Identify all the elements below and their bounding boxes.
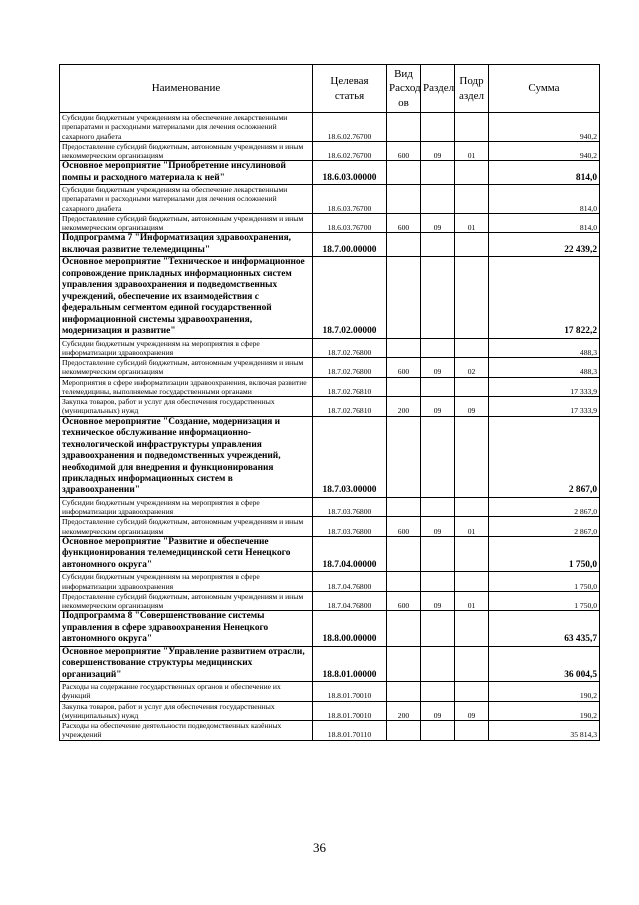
cell-subsection — [455, 536, 489, 571]
cell-subsection: 01 — [455, 517, 489, 537]
cell-target-article: 18.7.04.76800 — [313, 572, 387, 592]
table-row — [60, 358, 600, 378]
cell-name: Основное мероприятие "Техническое и информационное сопровождение прикладных информационных систем управления здравоохранения и подведомственных учреждений, обеспечение их взаимодействия с федеральным сегментом единой государственной информационной системы здравоохранения, модернизация и развитие" — [60, 257, 313, 338]
cell-sum: 35 814,3 — [489, 721, 600, 741]
cell-name: Расходы на обеспечение деятельности подведомственных казённых учреждений — [60, 721, 313, 741]
cell-subsection: 01 — [455, 213, 489, 233]
cell-section — [421, 721, 455, 741]
cell-name: Закупка товаров, работ и услуг для обеспечения государственных (муниципальных) нужд — [60, 701, 313, 721]
cell-section — [421, 416, 455, 497]
cell-name: Предоставление субсидий бюджетным, автономным учреждениям и иным некоммерческим организациям — [60, 141, 313, 161]
cell-expense-kind — [387, 377, 421, 397]
cell-name: Субсидии бюджетным учреждениям на обеспечение лекарственными препаратами и расходными материалами для лечения осложнений сахарного диабета — [60, 185, 313, 214]
cell-sum: 36 004,5 — [489, 646, 600, 681]
cell-name: Мероприятия в сфере информатизации здравоохранения, включая развитие телемедицины, выполняемые государственными органами — [60, 377, 313, 397]
header-name: Наименование — [60, 65, 313, 113]
cell-subsection: 09 — [455, 397, 489, 417]
cell-target-article: 18.8.01.00000 — [313, 646, 387, 681]
cell-expense-kind — [387, 572, 421, 592]
table-row — [60, 611, 600, 646]
cell-target-article: 18.7.04.00000 — [313, 536, 387, 571]
cell-section: 09 — [421, 141, 455, 161]
cell-sum: 1 750,0 — [489, 591, 600, 611]
cell-sum: 488,3 — [489, 358, 600, 378]
cell-target-article: 18.7.02.76800 — [313, 338, 387, 358]
header-target-article: Целевая статья — [313, 65, 387, 113]
cell-section: 09 — [421, 591, 455, 611]
cell-section: 09 — [421, 517, 455, 537]
cell-name: Субсидии бюджетным учреждениям на обеспечение лекарственными препаратами и расходными материалами для лечения осложнений сахарного диабета — [60, 113, 313, 142]
cell-expense-kind — [387, 161, 421, 185]
table-row — [60, 517, 600, 537]
cell-expense-kind: 600 — [387, 141, 421, 161]
cell-section — [421, 682, 455, 702]
cell-target-article: 18.6.03.76700 — [313, 213, 387, 233]
cell-expense-kind — [387, 257, 421, 338]
cell-expense-kind: 200 — [387, 701, 421, 721]
cell-section: 09 — [421, 701, 455, 721]
cell-target-article: 18.8.01.70010 — [313, 701, 387, 721]
table-row — [60, 572, 600, 592]
cell-target-article: 18.6.02.76700 — [313, 141, 387, 161]
cell-sum: 190,2 — [489, 701, 600, 721]
cell-subsection — [455, 721, 489, 741]
cell-target-article: 18.7.03.76800 — [313, 517, 387, 537]
cell-expense-kind: 200 — [387, 397, 421, 417]
cell-sum: 2 867,0 — [489, 416, 600, 497]
cell-expense-kind: 600 — [387, 517, 421, 537]
cell-sum: 17 822,2 — [489, 257, 600, 338]
cell-name: Основное мероприятие "Управление развитием отрасли, совершенствование структуры медицинских организаций" — [60, 646, 313, 681]
cell-name: Закупка товаров, работ и услуг для обеспечения государственных (муниципальных) нужд — [60, 397, 313, 417]
cell-section — [421, 257, 455, 338]
cell-section: 09 — [421, 358, 455, 378]
cell-sum: 17 333,9 — [489, 377, 600, 397]
table-row — [60, 213, 600, 233]
cell-target-article: 18.7.04.76800 — [313, 591, 387, 611]
table-row — [60, 185, 600, 214]
cell-section — [421, 377, 455, 397]
cell-section — [421, 233, 455, 257]
cell-target-article: 18.7.03.76800 — [313, 497, 387, 517]
cell-sum: 63 435,7 — [489, 611, 600, 646]
table-row — [60, 646, 600, 681]
cell-subsection — [455, 338, 489, 358]
table-row — [60, 113, 600, 142]
cell-section — [421, 611, 455, 646]
cell-subsection — [455, 185, 489, 214]
cell-target-article: 18.6.03.00000 — [313, 161, 387, 185]
cell-name: Подпрограмма 7 "Информатизация здравоохранения, включая развитие телемедицины" — [60, 233, 313, 257]
cell-expense-kind: 600 — [387, 213, 421, 233]
table-row — [60, 338, 600, 358]
header-sum: Сумма — [489, 65, 600, 113]
cell-name: Субсидии бюджетным учреждениям на мероприятия в сфере информатизации здравоохранения — [60, 572, 313, 592]
cell-name: Предоставление субсидий бюджетным, автономным учреждениям и иным некоммерческим организациям — [60, 517, 313, 537]
cell-subsection — [455, 377, 489, 397]
cell-sum: 488,3 — [489, 338, 600, 358]
cell-sum: 814,0 — [489, 213, 600, 233]
cell-sum: 2 867,0 — [489, 517, 600, 537]
cell-subsection — [455, 497, 489, 517]
cell-sum: 814,0 — [489, 161, 600, 185]
cell-subsection — [455, 572, 489, 592]
cell-section — [421, 185, 455, 214]
header-subsection: Подр аздел — [455, 65, 489, 113]
cell-subsection: 01 — [455, 591, 489, 611]
cell-target-article: 18.7.02.00000 — [313, 257, 387, 338]
cell-name: Предоставление субсидий бюджетным, автономным учреждениям и иным некоммерческим организациям — [60, 591, 313, 611]
cell-section — [421, 572, 455, 592]
cell-target-article: 18.7.02.76800 — [313, 358, 387, 378]
table-row — [60, 497, 600, 517]
cell-section — [421, 646, 455, 681]
cell-name: Основное мероприятие "Развитие и обеспечение функционирования телемедицинской сети Ненецкого автономного округа" — [60, 536, 313, 571]
table-row — [60, 257, 600, 338]
cell-target-article: 18.8.01.70110 — [313, 721, 387, 741]
cell-expense-kind — [387, 536, 421, 571]
table-header-row — [60, 65, 600, 113]
table-body — [60, 113, 600, 741]
cell-target-article: 18.6.02.76700 — [313, 113, 387, 142]
cell-sum: 1 750,0 — [489, 572, 600, 592]
cell-section — [421, 161, 455, 185]
cell-target-article: 18.7.02.76810 — [313, 377, 387, 397]
cell-target-article: 18.8.01.70010 — [313, 682, 387, 702]
cell-expense-kind — [387, 646, 421, 681]
cell-sum: 190,2 — [489, 682, 600, 702]
cell-section: 09 — [421, 397, 455, 417]
cell-subsection — [455, 257, 489, 338]
cell-name: Субсидии бюджетным учреждениям на мероприятия в сфере информатизации здравоохранения — [60, 497, 313, 517]
cell-name: Основное мероприятие "Создание, модернизация и техническое обслуживание информационно-технологической инфраструктуры управления здравоохранения и подведомственных учреждений, необходимой для внедрения и функционирования прикладных информационных систем в здравоохранении" — [60, 416, 313, 497]
cell-expense-kind — [387, 233, 421, 257]
table-row — [60, 141, 600, 161]
table-row — [60, 233, 600, 257]
cell-subsection: 09 — [455, 701, 489, 721]
cell-expense-kind — [387, 338, 421, 358]
cell-expense-kind: 600 — [387, 358, 421, 378]
header-expense-kind: Вид Расход ов — [387, 65, 421, 113]
cell-name: Основное мероприятие "Приобретение инсулиновой помпы и расходного материала к ней" — [60, 161, 313, 185]
cell-sum: 22 439,2 — [489, 233, 600, 257]
cell-subsection: 01 — [455, 141, 489, 161]
cell-subsection — [455, 682, 489, 702]
cell-sum: 814,0 — [489, 185, 600, 214]
table-row — [60, 721, 600, 741]
cell-expense-kind — [387, 497, 421, 517]
cell-section — [421, 536, 455, 571]
cell-section — [421, 497, 455, 517]
cell-name: Подпрограмма 8 "Совершенствование системы управления в сфере здравоохранения Ненецкого автономного округа" — [60, 611, 313, 646]
cell-subsection — [455, 416, 489, 497]
cell-name: Расходы на содержание государственных органов и обеспечение их функций — [60, 682, 313, 702]
cell-sum: 940,2 — [489, 113, 600, 142]
table-row — [60, 536, 600, 571]
cell-expense-kind — [387, 185, 421, 214]
cell-expense-kind: 600 — [387, 591, 421, 611]
cell-expense-kind — [387, 721, 421, 741]
cell-subsection — [455, 611, 489, 646]
cell-sum: 1 750,0 — [489, 536, 600, 571]
cell-target-article: 18.6.03.76700 — [313, 185, 387, 214]
cell-name: Субсидии бюджетным учреждениям на мероприятия в сфере информатизации здравоохранения — [60, 338, 313, 358]
cell-subsection — [455, 646, 489, 681]
cell-name: Предоставление субсидий бюджетным, автономным учреждениям и иным некоммерческим организациям — [60, 213, 313, 233]
cell-subsection — [455, 161, 489, 185]
cell-section — [421, 338, 455, 358]
cell-expense-kind — [387, 611, 421, 646]
cell-subsection — [455, 233, 489, 257]
cell-sum: 940,2 — [489, 141, 600, 161]
cell-target-article: 18.7.02.76810 — [313, 397, 387, 417]
header-section: Раздел — [421, 65, 455, 113]
table-row — [60, 397, 600, 417]
table-row — [60, 682, 600, 702]
budget-table — [59, 64, 600, 741]
cell-section — [421, 113, 455, 142]
cell-target-article: 18.8.00.00000 — [313, 611, 387, 646]
page-number: 36 — [313, 840, 326, 855]
table-row — [60, 701, 600, 721]
cell-name: Предоставление субсидий бюджетным, автономным учреждениям и иным некоммерческим организациям — [60, 358, 313, 378]
cell-target-article: 18.7.00.00000 — [313, 233, 387, 257]
table-row — [60, 591, 600, 611]
cell-subsection: 02 — [455, 358, 489, 378]
cell-expense-kind — [387, 113, 421, 142]
cell-section: 09 — [421, 213, 455, 233]
table-row — [60, 161, 600, 185]
cell-target-article: 18.7.03.00000 — [313, 416, 387, 497]
cell-sum: 17 333,9 — [489, 397, 600, 417]
cell-expense-kind — [387, 682, 421, 702]
cell-subsection — [455, 113, 489, 142]
table-row — [60, 377, 600, 397]
cell-sum: 2 867,0 — [489, 497, 600, 517]
table-row — [60, 416, 600, 497]
cell-expense-kind — [387, 416, 421, 497]
